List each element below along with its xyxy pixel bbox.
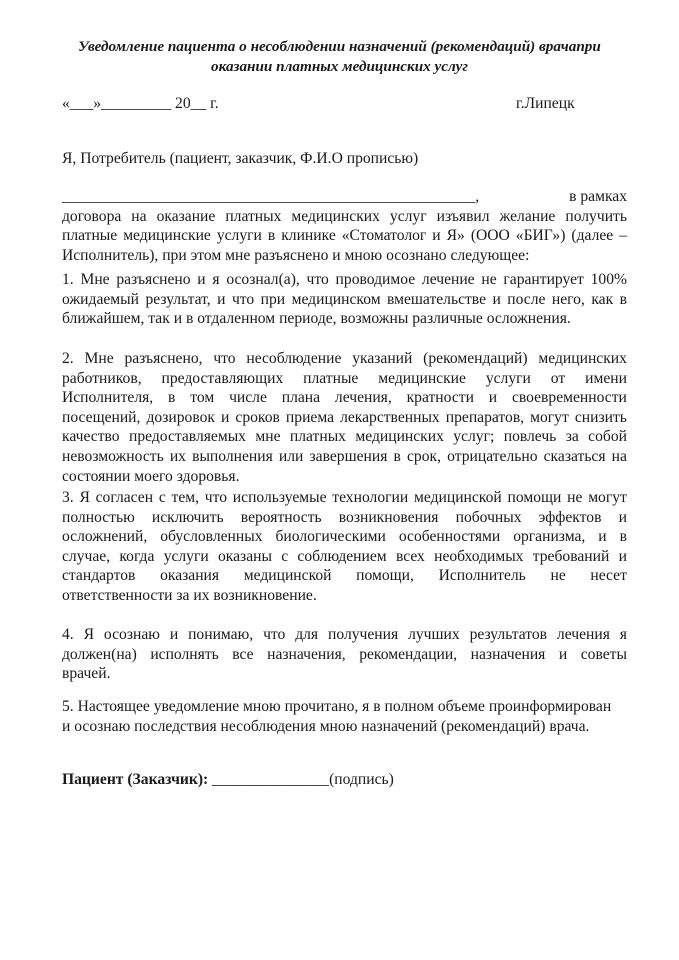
word: обусловленных — [160, 528, 263, 546]
intro-line-1: Я, Потребитель (пациент, заказчик, Ф.И.О прописью) — [62, 150, 419, 167]
word: «Стоматолог — [341, 227, 427, 245]
word: выполнения — [192, 447, 273, 465]
word: лечение — [421, 271, 475, 288]
word: назначения — [470, 645, 546, 663]
word: не — [567, 489, 583, 506]
word: лекарственных — [340, 408, 440, 426]
paragraph-3 — [62, 488, 627, 606]
text-line — [62, 566, 627, 586]
word: медицинские — [123, 227, 211, 245]
word: работников, — [62, 369, 142, 387]
word: могут — [530, 408, 569, 426]
word: посещений, — [62, 408, 141, 426]
intro-tail: в рамках — [569, 188, 627, 205]
text-line: ближайшем, так и в отдаленном периоде, возможны различные осложнения. — [62, 310, 571, 328]
word: с — [158, 489, 166, 506]
word: оказания — [160, 567, 220, 585]
word: и — [217, 290, 226, 308]
word: несет — [590, 567, 627, 585]
paragraph-2 — [62, 349, 627, 486]
word: особенностями — [398, 528, 501, 546]
word: должен(на) — [62, 645, 137, 663]
word: получения — [328, 626, 399, 643]
word: всех — [395, 547, 425, 565]
text-line: 5. Настоящее уведомление мною прочитано, я в полном объеме проинформирован — [62, 698, 612, 715]
word: договора — [62, 207, 122, 225]
text-line — [62, 527, 627, 547]
text-line — [62, 447, 627, 467]
word: в — [168, 389, 176, 407]
word: 1. — [62, 271, 74, 288]
word: Я — [79, 489, 90, 506]
word: 100% — [590, 271, 627, 288]
word: помощи, — [356, 567, 414, 585]
text-line: Исполнитель), при этом мне разъяснено и мною осознано следующее: — [62, 246, 530, 264]
word: медицинских — [355, 428, 444, 446]
word: него, — [551, 290, 585, 308]
text-line: и осознаю последствия несоблюдения мною назначений (рекомендаций) врача. — [62, 717, 590, 735]
word: и — [488, 389, 498, 407]
word: числе — [229, 389, 267, 407]
word: что — [263, 626, 286, 643]
word: и — [197, 271, 206, 288]
word: медицинских — [291, 207, 380, 225]
word: снизить — [574, 408, 627, 426]
word: оказаны — [218, 547, 272, 565]
city: г.Липецк — [516, 95, 575, 112]
word: или — [278, 447, 304, 465]
word: в — [619, 290, 627, 308]
word: все — [232, 645, 254, 663]
word: (далее — [571, 227, 614, 245]
word: услуги — [216, 227, 262, 245]
text-line — [62, 349, 627, 369]
word: медицинской — [413, 489, 502, 506]
word: Я — [83, 626, 95, 643]
word: сказаться — [543, 447, 606, 465]
word: понимаю, — [188, 626, 254, 643]
word: при — [260, 290, 286, 308]
word: плана — [281, 389, 321, 407]
word: лечения, — [334, 389, 392, 407]
word: проводимое — [335, 271, 416, 288]
word: результатов — [469, 626, 548, 643]
word: случае, — [62, 547, 111, 565]
word: Мне — [84, 350, 114, 367]
text-line — [62, 427, 627, 447]
word: я — [619, 626, 627, 643]
word: медицинские — [378, 369, 466, 387]
word: собой — [588, 428, 627, 446]
title-line-2: оказании платных медицинских услуг — [211, 58, 468, 75]
word: гарантирует — [503, 271, 584, 288]
text-line — [62, 408, 627, 428]
word: на — [611, 447, 627, 465]
signature-line — [62, 770, 394, 790]
word: что — [306, 271, 329, 288]
word: Мне — [80, 271, 110, 288]
word: осложнений, — [62, 528, 148, 546]
text-line: врачей. — [62, 665, 111, 683]
word: что — [204, 489, 228, 506]
document-title — [0, 37, 679, 77]
word: и — [169, 626, 179, 643]
word: рекомендации, — [359, 645, 458, 663]
word: и — [492, 290, 501, 308]
text-line — [62, 270, 627, 290]
text-line — [62, 388, 627, 408]
text-line — [62, 369, 627, 389]
word: повлечь — [503, 428, 557, 446]
word: что — [213, 350, 236, 367]
word: и — [432, 227, 441, 245]
word: побочных — [455, 508, 522, 526]
word: услуг — [389, 207, 427, 225]
paragraph-1 — [62, 270, 627, 329]
text-line — [62, 625, 627, 645]
word: платных — [289, 428, 346, 446]
text-line — [62, 226, 627, 246]
word: качество — [62, 428, 120, 446]
word: после — [507, 290, 546, 308]
word: разъяснено — [116, 271, 191, 288]
signature-hint: (подпись) — [329, 771, 394, 788]
paragraph-5 — [62, 697, 627, 736]
word: не — [481, 271, 497, 288]
word: что — [231, 290, 255, 308]
word: лучших — [408, 626, 460, 643]
word: согласен — [95, 489, 154, 506]
word: и — [221, 408, 230, 426]
word: могут — [588, 489, 627, 506]
word: советы — [580, 645, 627, 663]
text-line — [62, 290, 627, 310]
word: изъявил — [436, 207, 490, 225]
word: в — [393, 447, 401, 465]
intro-paragraph — [62, 187, 627, 265]
word: вмешательстве — [387, 290, 486, 308]
word: дозировок — [146, 408, 215, 426]
word: помощи — [507, 489, 562, 506]
word: полностью — [62, 508, 135, 526]
word: технологии — [332, 489, 409, 506]
word: 3. — [62, 489, 74, 506]
word: Исполнитель — [438, 567, 526, 585]
word: 2. — [62, 350, 74, 367]
word: вероятность — [240, 508, 322, 526]
word: клинике — [281, 227, 336, 245]
word: Исполнителя, — [62, 389, 154, 407]
word: за — [565, 428, 579, 446]
word: тем, — [171, 489, 200, 506]
word: услуг; — [453, 428, 495, 446]
word: платные — [62, 227, 118, 245]
word: «БИГ») — [515, 227, 566, 245]
text-line: ответственности за их возникновение. — [62, 586, 317, 604]
word: результат, — [145, 290, 211, 308]
word: не — [550, 567, 566, 585]
word: биологическими — [275, 528, 386, 546]
word: ожидаемый — [62, 290, 139, 308]
word: от — [550, 369, 566, 387]
word: указаний — [352, 350, 413, 367]
word: препаратов, — [445, 408, 525, 426]
word: как — [591, 290, 614, 308]
word: отрицательно — [447, 447, 538, 465]
word: на — [131, 207, 147, 225]
word: платные — [303, 369, 359, 387]
word: возникновения — [338, 508, 439, 526]
word: предоставляющих — [161, 369, 284, 387]
text-line: состоянии моего здоровья. — [62, 467, 240, 485]
word: и — [558, 645, 568, 663]
word: своевременности — [511, 389, 627, 407]
word: срок, — [407, 447, 442, 465]
word: том — [190, 389, 215, 407]
word: разъяснено, — [124, 350, 203, 367]
paragraph-4 — [62, 625, 627, 684]
word: завершения — [309, 447, 388, 465]
word: платных — [225, 207, 282, 225]
title-line-1: Уведомление пациента о несоблюдении назначений (рекомендаций) врачапри — [78, 38, 601, 55]
word: медицинских — [538, 350, 627, 367]
word: стандартов — [62, 567, 136, 585]
word: невозможность — [62, 447, 164, 465]
word: кратности — [406, 389, 474, 407]
text-line — [62, 547, 627, 567]
word: 4. — [62, 626, 74, 643]
word: Я» — [446, 227, 465, 245]
word: лечения — [556, 626, 610, 643]
word: организма, — [513, 528, 586, 546]
intro-lines — [62, 207, 627, 266]
word: назначения, — [267, 645, 346, 663]
word: с — [281, 547, 289, 565]
word: в — [619, 528, 627, 546]
word: – — [619, 227, 627, 245]
word: и — [598, 528, 607, 546]
date-line: «___»_________ 20__ г. — [62, 95, 219, 112]
word: имени — [585, 369, 627, 387]
name-blank: _____________________________________________________, — [62, 188, 480, 205]
word: несоблюдение — [246, 350, 342, 367]
text-line — [62, 207, 627, 227]
word: услуги — [163, 547, 209, 565]
signature-label: Пациент (Заказчик): — [62, 771, 209, 788]
text-line — [62, 488, 627, 508]
word: (рекомендаций) — [423, 350, 528, 367]
word: приема — [285, 408, 335, 426]
intro-fill-row — [62, 187, 627, 207]
word: их — [169, 447, 186, 465]
word: для — [295, 626, 319, 643]
word: в — [267, 227, 276, 245]
word: (ООО — [470, 227, 510, 245]
signature-blank: _______________ — [212, 771, 330, 788]
word: и — [618, 508, 627, 526]
word: я — [212, 271, 220, 288]
word: услуги — [485, 369, 531, 387]
word: эффектов — [538, 508, 602, 526]
word: необходимых — [434, 547, 524, 565]
word: исполнять — [150, 645, 219, 663]
word: требований — [532, 547, 610, 565]
word: получить — [565, 207, 627, 225]
word: и — [618, 547, 627, 565]
word: когда — [119, 547, 155, 565]
word: предоставляемых — [128, 428, 246, 446]
word: соблюдением — [297, 547, 387, 565]
word: осознаю — [103, 626, 160, 643]
word: мне — [255, 428, 281, 446]
word: исключить — [151, 508, 224, 526]
word: сроков — [235, 408, 280, 426]
word: медицинском — [291, 290, 381, 308]
word: желание — [499, 207, 556, 225]
text-line — [62, 645, 627, 665]
text-line — [62, 508, 627, 528]
word: осознал(а), — [226, 271, 300, 288]
word: оказание — [156, 207, 216, 225]
word: используемые — [232, 489, 327, 506]
word: медицинской — [243, 567, 332, 585]
